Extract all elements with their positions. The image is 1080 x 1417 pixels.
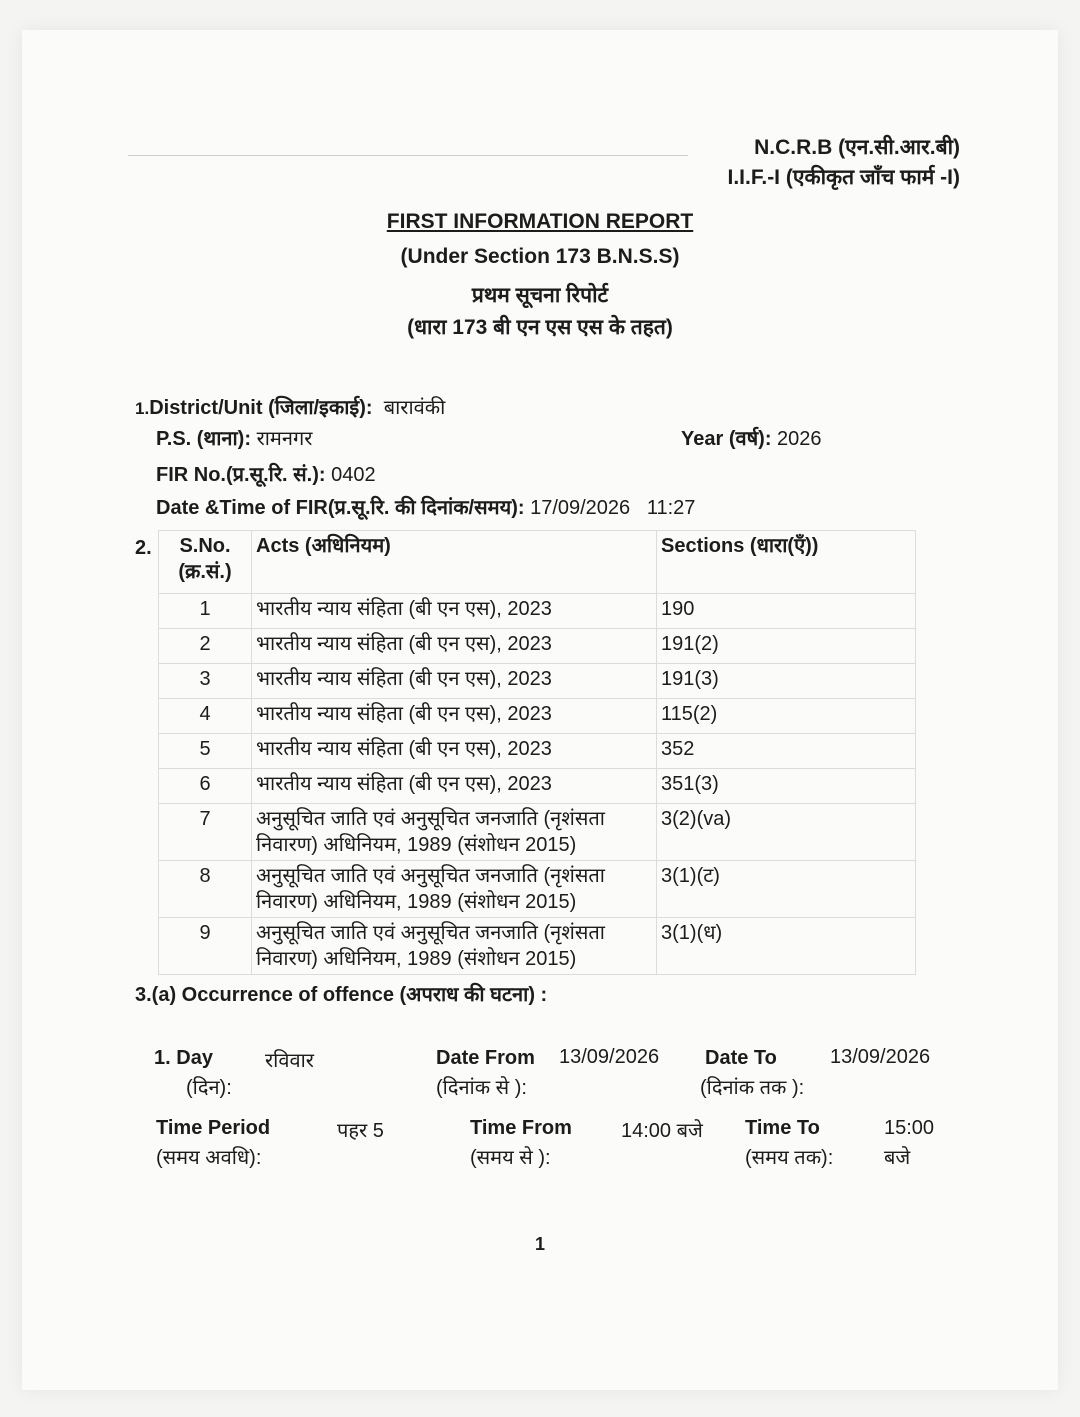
section2-number [135,537,152,560]
sno-header [159,531,252,594]
row-act: भारतीय न्याय संहिता (बी एन एस), 2023 [252,629,657,664]
date-from-label [436,1043,535,1103]
row-sno: 1 [159,594,252,629]
date-to-label-hi: (दिनांक तक ): [700,1077,805,1099]
time-period-value: पहर 5 [337,1120,384,1142]
ps-label: P.S. (थाना): [156,428,251,450]
row-section: 352 [657,734,916,769]
time-period-label-hi: (समय अवधि): [156,1147,262,1169]
ps-row [156,424,312,451]
row-act: अनुसूचित जाति एवं अनुसूचित जनजाति (नृशंसता निवारण) अधिनियम, 1989 (संशोधन 2015) [252,861,657,918]
district-row [135,393,445,420]
fir-value: 0402 [331,464,376,486]
table-row [159,918,916,975]
fir-datetime-label: Date &Time of FIR(प्र.सू.रि. की दिनांक/समय): [156,497,525,519]
row-sno: 9 [159,918,252,975]
acts-table-header [159,531,916,594]
time-to-value [884,1113,934,1173]
fir-label: FIR No.(प्र.सू.रि. सं.): [156,464,326,486]
time-to-value-time: 15:00 [884,1117,935,1139]
report-title-hindi: प्रथम सूचना रिपोर्ट [471,284,609,307]
time-period-label [156,1113,270,1173]
row-sno: 2 [159,629,252,664]
fir-datetime-row [156,493,695,520]
report-subtitle-hindi: (धारा 173 बी एन एस एस के तहत) [407,316,673,339]
date-from-label-en: Date From [436,1047,535,1069]
sno-header-hi: (क्र.सं.) [178,561,232,583]
acts-table [158,530,916,975]
row-section: 3(2)(va) [657,804,916,861]
fir-date-value: 17/09/2026 [530,497,631,519]
row-sno: 6 [159,769,252,804]
row-act: अनुसूचित जाति एवं अनुसूचित जनजाति (नृशंसता निवारण) अधिनियम, 1989 (संशोधन 2015) [252,918,657,975]
occurrence-heading: 3.(a) Occurrence of offence (अपराध की घटना) : [135,984,548,1006]
row-act: भारतीय न्याय संहिता (बी एन एस), 2023 [252,664,657,699]
row-section: 3(1)(ट) [657,861,916,918]
table-row [159,629,916,664]
row-act: अनुसूचित जाति एवं अनुसूचित जनजाति (नृशंसता निवारण) अधिनियम, 1989 (संशोधन 2015) [252,804,657,861]
row-section: 191(3) [657,664,916,699]
date-from-value: 13/09/2026 [559,1046,660,1068]
time-from-label-hi: (समय से ): [470,1147,551,1169]
row-sno: 7 [159,804,252,861]
row-act: भारतीय न्याय संहिता (बी एन एस), 2023 [252,699,657,734]
header-rule [128,155,688,156]
table-row [159,699,916,734]
date-to-value: 13/09/2026 [830,1046,931,1068]
table-row [159,664,916,699]
year-row [681,424,822,451]
fir-time-value: 11:27 [646,497,696,519]
ncrb-header: N.C.R.B (एन.सी.आर.बी) [754,136,960,159]
district-label: District/Unit (जिला/इकाई): [149,397,373,419]
report-title [0,210,1080,234]
time-to-label-en: Time To [745,1117,820,1139]
time-from-label [470,1113,572,1173]
date-to-label [700,1043,804,1103]
row-sno: 5 [159,734,252,769]
table-row [159,769,916,804]
sno-header-en: S.No. [179,535,231,557]
time-to-label-hi: (समय तक): [745,1147,834,1169]
time-to-label [745,1113,833,1173]
table-row [159,734,916,769]
time-from-label-en: Time From [470,1117,572,1139]
day-label-en: Day [176,1047,213,1069]
time-period-label-en: Time Period [156,1117,271,1139]
sections-header: Sections (धारा(एँ)) [657,531,916,594]
fir-row [156,460,376,487]
table-row [159,861,916,918]
time-from-value: 14:00 बजे [621,1120,703,1142]
day-label [154,1043,232,1103]
date-to-label-en: Date To [705,1047,777,1069]
row-act: भारतीय न्याय संहिता (बी एन एस), 2023 [252,734,657,769]
time-to-value-unit: बजे [884,1147,911,1169]
report-title-text: FIRST INFORMATION REPORT [386,210,694,233]
row-section: 190 [657,594,916,629]
ps-value: रामनगर [256,428,313,450]
row-section: 351(3) [657,769,916,804]
year-value: 2026 [777,428,822,450]
row-act: भारतीय न्याय संहिता (बी एन एस), 2023 [252,594,657,629]
report-subtitle: (Under Section 173 B.N.S.S) [400,245,680,268]
row-act: भारतीय न्याय संहिता (बी एन एस), 2023 [252,769,657,804]
acts-header: Acts (अधिनियम) [252,531,657,594]
row-sno: 4 [159,699,252,734]
day-label-hi: (दिन): [186,1077,232,1099]
row-section: 191(2) [657,629,916,664]
section2-number-text: 2. [135,537,152,559]
district-value: बारावंकी [383,397,446,419]
row-sno: 8 [159,861,252,918]
day-value: रविवार [265,1050,314,1072]
occurrence-item-no: 1. [154,1047,171,1069]
form-header: I.I.F.-I (एकीकृत जाँच फार्म -I) [727,166,960,189]
row-sno: 3 [159,664,252,699]
table-row [159,804,916,861]
year-label: Year (वर्ष): [681,428,772,450]
row-section: 3(1)(ध) [657,918,916,975]
date-from-label-hi: (दिनांक से ): [436,1077,527,1099]
row-section: 115(2) [657,699,916,734]
table-row [159,594,916,629]
section1-number: 1. [135,399,150,418]
page-number: 1 [534,1234,545,1254]
